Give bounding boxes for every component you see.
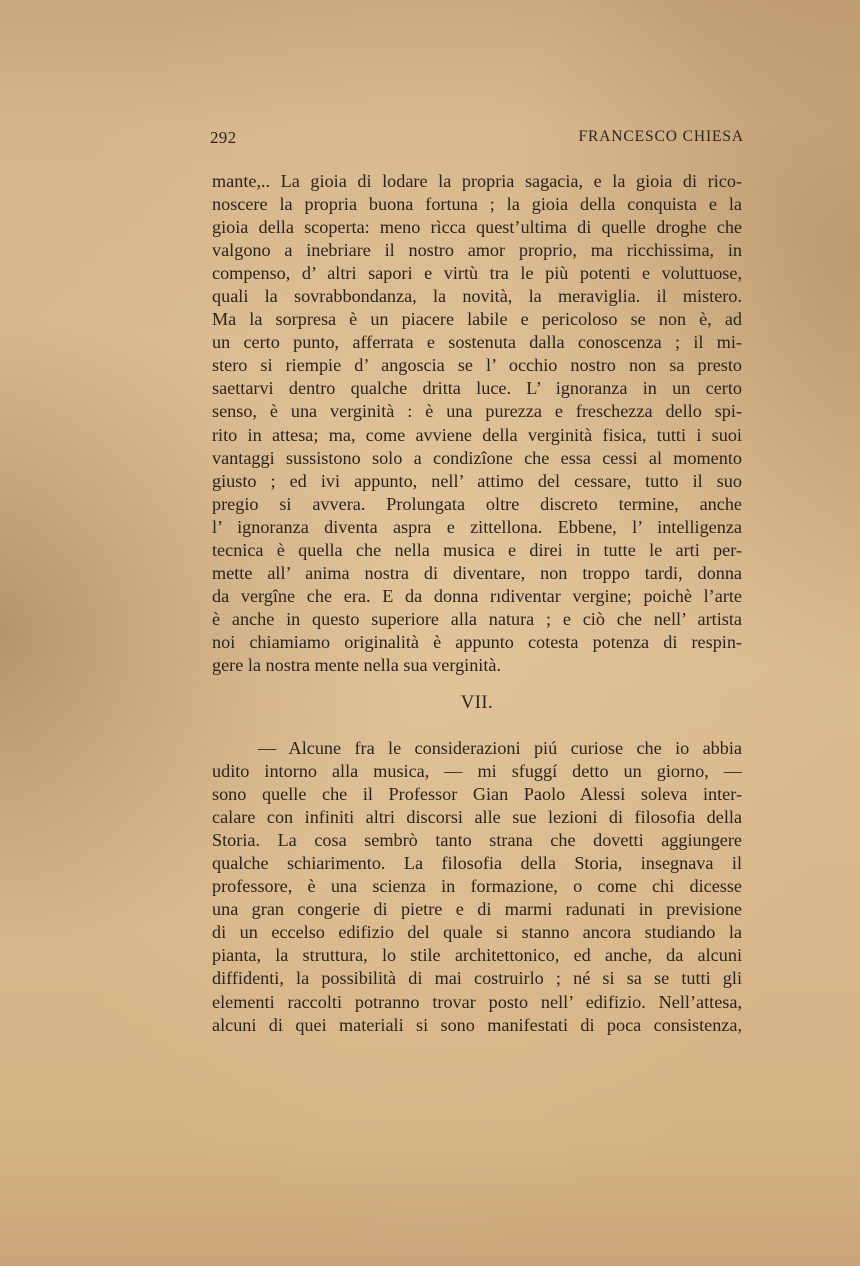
text-line: elementi raccolti potranno trovar posto nell’ edifizio. Nell’attesa, <box>212 991 742 1012</box>
text-line: compenso, d’ altri sapori e virtù tra le più potenti e voluttuose, <box>212 263 742 284</box>
text-line: alcuni di quei materiali si sono manifestati di poca consistenza, <box>212 1014 742 1035</box>
text-line: Ma la sorpresa è un piacere labile e pericoloso se non è, ad <box>212 309 742 330</box>
text-line: da vergîne che era. E da donna rıdiventar vergine; poichè l’arte <box>212 585 742 606</box>
text-line: vantaggi sussistono solo a condizîone che essa cessi al momento <box>212 447 742 468</box>
page-header <box>210 128 744 152</box>
text-line: è anche in questo superiore alla natura ; e ciò che nell’ artista <box>212 608 742 629</box>
text-line: qualche schiarimento. La filosofia della Storia, insegnava il <box>212 853 742 874</box>
paragraph-continued <box>212 170 742 677</box>
text-line: quali la sovrabbondanza, la novità, la meraviglia. il mistero. <box>212 286 742 307</box>
text-line: udito intorno alla musica, — mi sfuggí detto un giorno, — <box>212 761 742 782</box>
text-line: professore, è una scienza in formazione, o come chi dicesse <box>212 876 742 897</box>
text-line: valgono a inebriare il nostro amor proprio, ma ricchissima, in <box>212 240 742 261</box>
text-line: di un eccelso edifizio del quale si stanno ancora studiando la <box>212 922 742 943</box>
text-line: pianta, la struttura, lo stile architettonico, ed anche, da alcuni <box>212 945 742 966</box>
text-line: tecnica è quella che nella musica e direi in tutte le arti per- <box>212 539 742 560</box>
text-line: Storia. La cosa sembrò tanto strana che dovetti aggiungere <box>212 830 742 851</box>
text-line: senso, è una verginità : è una purezza e freschezza dello spi- <box>212 401 742 422</box>
text-line: noi chiamiamo originalità è appunto cotesta potenza di respin- <box>212 631 742 652</box>
text-line: mette all’ anima nostra di diventare, non troppo tardi, donna <box>212 562 742 583</box>
text-line: l’ ignoranza diventa aspra e zittellona. Ebbene, l’ intelligenza <box>212 516 742 537</box>
text-line: — Alcune fra le considerazioni piú curiose che io abbia <box>258 738 742 758</box>
text-line: mante,.. La gioia di lodare la propria sagacia, e la gioia di rico- <box>212 171 742 191</box>
text-line: una gran congerie di pietre e di marmi radunati in previsione <box>212 899 742 920</box>
text-line: rito in attesa; ma, come avviene della verginità fisica, tutti i suoi <box>212 424 742 445</box>
running-head: FRANCESCO CHIESA <box>578 128 744 145</box>
text-line: stero si riempie d’ angoscia se l’ occhio nostro non sa presto <box>212 355 742 376</box>
text-line: un certo punto, afferrata e sostenuta dalla conoscenza ; il mi- <box>212 332 742 353</box>
text-line: giusto ; ed ivi appunto, nell’ attimo del cessare, tutto il suo <box>212 470 742 491</box>
text-line: diffidenti, la possibilità di mai costruirlo ; né si sa se tutti gli <box>212 968 742 989</box>
text-line: gere la nostra mente nella sua verginità. <box>212 654 502 675</box>
section-heading: VII. <box>460 693 494 713</box>
text-line: pregio si avvera. Prolungata oltre discreto termine, anche <box>212 493 742 514</box>
paragraph <box>212 737 742 1037</box>
text-line: gioia della scoperta: meno rìcca quest’ultima di quelle droghe che <box>212 217 742 238</box>
text-line: calare con infiniti altri discorsi alle sue lezioni di filosofia della <box>212 807 742 828</box>
text-line: saettarvi dentro qualche dritta luce. L’ ignoranza in un certo <box>212 378 742 399</box>
text-line: noscere la propria buona fortuna ; la gioia della conquista e la <box>212 194 742 215</box>
text-line: sono quelle che il Professor Gian Paolo Alessi soleva inter- <box>212 784 742 805</box>
page-number: 292 <box>210 128 237 147</box>
